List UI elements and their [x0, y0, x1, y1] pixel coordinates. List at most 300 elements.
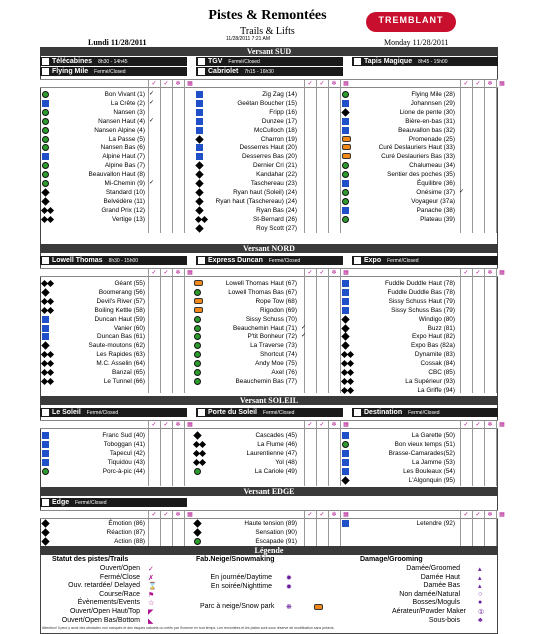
trail-name: Charron (19): [260, 135, 297, 143]
trail-row[interactable]: [42, 108, 145, 117]
trail-row[interactable]: [342, 350, 455, 359]
legend-status-icon: ◤: [148, 609, 154, 616]
blue-square-icon: [42, 459, 49, 466]
grid-line: [472, 88, 473, 233]
trail-name: Beauchemin Bas (77): [235, 377, 297, 385]
legend-grooming: Damée Haut: [420, 573, 460, 581]
trail-row[interactable]: [194, 449, 297, 458]
black-diamond-icon: [341, 342, 349, 350]
trail-row[interactable]: [42, 306, 145, 315]
double-black-diamond-icon: [342, 369, 354, 376]
trail-name: Lowell Thomas Haut (67): [225, 280, 297, 287]
trail-name: St-Bernard (26): [252, 215, 297, 223]
trail-row[interactable]: [194, 359, 297, 368]
trail-row[interactable]: [194, 279, 297, 288]
trail-row[interactable]: [342, 332, 455, 341]
trail-row[interactable]: [194, 458, 297, 467]
green-circle-icon: [194, 316, 201, 323]
trail-row[interactable]: [342, 135, 455, 144]
lift-duncan[interactable]: [196, 256, 343, 265]
trail-row[interactable]: [194, 350, 297, 359]
black-diamond-icon: [41, 537, 49, 545]
trail-name: Les Rapides (63): [96, 351, 145, 359]
legend-trail-status: Course/Race: [99, 590, 140, 598]
trail-row[interactable]: [194, 368, 297, 377]
trail-name: Nansen Haut (4): [98, 117, 145, 125]
trail-row[interactable]: [196, 108, 297, 117]
groomed-check-icon: ✓: [459, 188, 465, 195]
lift-expo[interactable]: [352, 256, 498, 265]
legend-trail-status: Ouvert/Open Bas/Bottom: [61, 616, 140, 624]
trail-name: Shortcut (74): [260, 351, 297, 359]
trail-name: La Supérieur (93): [405, 377, 455, 385]
lift-lesoleil[interactable]: [40, 408, 187, 417]
trail-name: Dynamite (83): [414, 351, 455, 359]
trail-row[interactable]: [342, 279, 455, 288]
column-header-icon: ❄: [484, 421, 495, 429]
blue-square-icon: [42, 333, 49, 340]
legend-trail-status: Fermé/Close: [99, 573, 140, 581]
trail-row[interactable]: [196, 152, 297, 161]
black-diamond-icon: [193, 519, 201, 527]
black-diamond-icon: [195, 135, 203, 143]
groomed-check-icon: ✓: [301, 333, 307, 340]
trail-row[interactable]: [196, 90, 297, 99]
double-black-diamond-icon: [342, 360, 354, 367]
legend-grooming: Sous-bois: [428, 616, 460, 624]
double-black-diamond-icon: [42, 360, 54, 367]
column-header-icon: ✓: [472, 421, 483, 429]
trail-name: Desserres Bas (20): [241, 153, 297, 161]
trail-row[interactable]: [42, 528, 145, 537]
trail-name: Les Bouleaux (54): [403, 467, 455, 475]
trail-name: Zig Zag (14): [262, 91, 297, 98]
trail-row[interactable]: [42, 197, 145, 206]
lift-status: 8h30 - 14h45: [98, 59, 128, 65]
column-header-icon: ❄: [328, 421, 339, 429]
blue-square-icon: [196, 100, 203, 107]
snow-park-icon: [194, 307, 203, 313]
blue-square-icon: [342, 180, 349, 187]
trail-row[interactable]: [194, 332, 297, 341]
trail-row[interactable]: [342, 179, 455, 188]
blue-square-icon: [42, 316, 49, 323]
trail-name: La Traverse (73): [250, 342, 297, 350]
trail-row[interactable]: [194, 288, 297, 297]
trail-row[interactable]: [342, 108, 455, 117]
blue-square-icon: [42, 325, 49, 332]
trail-name: M.C. Asselin (64): [96, 360, 145, 368]
trail-name: Émotion (86): [108, 520, 145, 527]
black-diamond-icon: [41, 288, 49, 296]
grid-line: [460, 429, 461, 486]
trail-name: Escapade (91): [255, 537, 297, 545]
trail-row[interactable]: [194, 519, 297, 528]
trail-row[interactable]: [196, 206, 297, 215]
trail-row[interactable]: [42, 117, 145, 126]
trail-row[interactable]: [42, 288, 145, 297]
column-header-icon: ✓: [160, 421, 171, 429]
grid-line: [496, 518, 497, 546]
trail-row[interactable]: [342, 440, 455, 449]
trail-row[interactable]: [342, 449, 455, 458]
trail-row[interactable]: [194, 324, 297, 333]
grid-line: [328, 429, 329, 486]
column-header-icon: ▦: [184, 80, 195, 88]
trail-row[interactable]: [42, 143, 145, 152]
legend-snowmaking-icon: ✹: [286, 575, 292, 582]
trail-row[interactable]: [196, 99, 297, 108]
grid-line: [304, 88, 305, 233]
grid-line: [460, 518, 461, 546]
trail-row[interactable]: [342, 377, 455, 386]
trail-row[interactable]: [342, 161, 455, 170]
trail-row[interactable]: [196, 179, 297, 188]
green-circle-icon: [342, 216, 349, 223]
lift-name: Le Soleil: [52, 409, 81, 416]
green-circle-icon: [42, 468, 49, 475]
trail-name: Ryan haut (Soleil) (24): [233, 188, 297, 196]
trail-row[interactable]: [42, 332, 145, 341]
black-diamond-icon: [195, 197, 203, 205]
trail-row[interactable]: [42, 458, 145, 467]
column-header-icon: ▦: [184, 269, 195, 277]
grid-line: [304, 429, 305, 486]
trail-name: Fripp (16): [269, 108, 297, 116]
lift-cabriolet[interactable]: [196, 67, 343, 76]
trail-row[interactable]: [342, 359, 455, 368]
trail-row[interactable]: [196, 117, 297, 126]
trail-name: Franc Sud (40): [102, 432, 145, 439]
legend-heading-snowmaking: Fab.Neige/Snowmaking: [196, 556, 275, 563]
double-black-diamond-icon: [196, 216, 208, 223]
blue-square-icon: [342, 127, 349, 134]
grid-line: [172, 277, 173, 393]
column-header-icon: ✓: [460, 511, 471, 519]
lift-status: Fermé/Closed: [408, 410, 440, 416]
grid-line: [148, 429, 149, 486]
column-header-icon: ✓: [316, 269, 327, 277]
trail-row[interactable]: [42, 279, 145, 288]
trail-row[interactable]: [342, 386, 455, 395]
trail-row[interactable]: [342, 306, 455, 315]
lift-name: Destination: [364, 409, 403, 416]
column-header-icon: ❄: [484, 511, 495, 519]
black-diamond-icon: [341, 333, 349, 341]
blue-square-icon: [42, 441, 49, 448]
trail-name: Curé Deslauriers Haut (33): [378, 144, 455, 152]
column-header-icon: ▦: [184, 421, 195, 429]
trail-row[interactable]: [342, 117, 455, 126]
grid-line: [172, 518, 173, 546]
trail-row[interactable]: [42, 152, 145, 161]
column-header-icon: ❄: [172, 269, 183, 277]
trail-row[interactable]: [42, 297, 145, 306]
trail-name: L'Algonquin (95): [408, 476, 455, 484]
legend-status-icon: ✓: [148, 566, 154, 573]
trail-row[interactable]: [42, 135, 145, 144]
trail-row[interactable]: [42, 315, 145, 324]
trail-name: Ryan haut (Taschereau) (24): [215, 197, 297, 205]
trail-row[interactable]: [342, 341, 455, 350]
grid-line: [172, 88, 173, 233]
trail-row[interactable]: [196, 224, 297, 233]
double-black-diamond-icon: [42, 216, 54, 223]
trail-row[interactable]: [42, 359, 145, 368]
trail-row[interactable]: [342, 215, 455, 224]
trail-name: Tiquidou (43): [107, 458, 145, 466]
blue-square-icon: [342, 280, 349, 287]
grid-line: [340, 88, 341, 233]
trail-name: Kandahar (22): [256, 171, 297, 179]
trail-name: Roy Scott (27): [256, 224, 297, 232]
green-circle-icon: [194, 342, 201, 349]
trail-row[interactable]: [42, 341, 145, 350]
trail-row[interactable]: [194, 341, 297, 350]
trail-row[interactable]: [42, 350, 145, 359]
trail-row[interactable]: [342, 206, 455, 215]
lift-edge[interactable]: [40, 498, 187, 507]
trail-name: Curé Deslauriers Bas (33): [381, 153, 455, 161]
lift-status: Fermé/Closed: [263, 410, 295, 416]
blue-square-icon: [42, 450, 49, 457]
blue-square-icon: [196, 109, 203, 116]
trail-row[interactable]: [42, 431, 145, 440]
trail-row[interactable]: [42, 215, 145, 224]
green-circle-icon: [42, 118, 49, 125]
trail-row[interactable]: [342, 170, 455, 179]
legend-snowmaking-icon: ❋: [286, 604, 292, 612]
trail-name: Cascades (45): [255, 432, 297, 439]
lift-destination[interactable]: [352, 408, 498, 417]
trail-row[interactable]: [342, 315, 455, 324]
trail-row[interactable]: [342, 519, 455, 528]
trail-row[interactable]: [196, 197, 297, 206]
column-header-icon: ✓: [160, 269, 171, 277]
legend-grooming: Bosses/Moguls: [412, 599, 460, 607]
trail-row[interactable]: [196, 161, 297, 170]
grid-line: [340, 518, 341, 546]
column-header-icon: ✓: [472, 80, 483, 88]
trail-row[interactable]: [42, 90, 145, 99]
trail-row[interactable]: [342, 368, 455, 377]
trail-row[interactable]: [42, 449, 145, 458]
trail-name: Fuddle Duddle Haut (78): [385, 280, 455, 287]
trail-row[interactable]: [194, 440, 297, 449]
trail-row[interactable]: [42, 179, 145, 188]
double-black-diamond-icon: [42, 378, 54, 385]
groomed-check-icon: ✓: [301, 324, 307, 331]
grid-line: [316, 518, 317, 546]
trail-name: CBC (85): [428, 369, 455, 376]
trail-row[interactable]: [342, 288, 455, 297]
column-header-icon: ❄: [328, 80, 339, 88]
column-header-icon: ❄: [328, 511, 339, 519]
trail-name: Sissy Schuss Bas (79): [391, 306, 455, 314]
legend-grooming-icon: ●: [478, 599, 483, 607]
trail-row[interactable]: [342, 188, 455, 197]
trail-name: Duncan Bas (61): [97, 333, 145, 341]
blue-square-icon: [42, 100, 49, 107]
trail-name: Géant (55): [114, 280, 145, 287]
trail-row[interactable]: [194, 537, 297, 546]
blue-square-icon: [342, 520, 349, 527]
trail-row[interactable]: [42, 188, 145, 197]
trail-row[interactable]: [194, 306, 297, 315]
lift-name: Express Duncan: [208, 257, 263, 264]
trail-name: Le Tunnel (66): [103, 377, 145, 385]
green-circle-icon: [342, 162, 349, 169]
trail-row[interactable]: [196, 126, 297, 135]
column-header-icon: ✓: [304, 80, 315, 88]
grid-line: [160, 88, 161, 233]
trail-row[interactable]: [42, 377, 145, 386]
trail-row[interactable]: [194, 528, 297, 537]
column-header-icon: ✓: [316, 421, 327, 429]
green-circle-icon: [194, 351, 201, 358]
trail-row[interactable]: [194, 315, 297, 324]
trail-row[interactable]: [342, 90, 455, 99]
lift-porte[interactable]: [196, 408, 343, 417]
trail-row[interactable]: [342, 143, 455, 152]
lift-name: Cabriolet: [208, 68, 239, 75]
trail-row[interactable]: [42, 99, 145, 108]
trail-row[interactable]: [196, 135, 297, 144]
snow-park-icon: [342, 144, 351, 150]
green-circle-icon: [194, 333, 201, 340]
trail-name: Mi-Chemin (9): [104, 180, 145, 187]
lift-icon: [42, 257, 49, 264]
legend-grooming: Non damée/Natural: [399, 590, 460, 598]
trail-row[interactable]: [196, 188, 297, 197]
lift-status: Fermé/Closed: [387, 258, 419, 264]
trail-name: Équilibre (36): [416, 180, 455, 187]
double-black-diamond-icon: [194, 441, 206, 448]
trail-name: La Passe (5): [108, 135, 145, 143]
trail-name: Duncan Haut (59): [94, 315, 145, 323]
lift-name: Tapis Magique: [364, 58, 413, 65]
grid-line: [160, 518, 161, 546]
trail-row[interactable]: [194, 431, 297, 440]
trail-row[interactable]: [342, 458, 455, 467]
double-black-diamond-icon: [42, 207, 54, 214]
trail-row[interactable]: [342, 324, 455, 333]
trail-name: Rigodon (69): [260, 306, 297, 314]
trail-name: Nansen Alpine (4): [94, 126, 145, 134]
trail-row[interactable]: [196, 170, 297, 179]
section-nord: Versant NORD: [40, 244, 498, 253]
lift-icon: [354, 257, 361, 264]
column-header-icon: ✓: [160, 511, 171, 519]
column-header-icon: ✓: [148, 511, 159, 519]
grid-line: [184, 429, 185, 486]
lift-status: 8h45 - 15h00: [418, 59, 448, 65]
lift-lowell[interactable]: [40, 256, 187, 265]
lift-status: 8h30 - 15h00: [108, 258, 139, 264]
column-header-icon: ❄: [172, 421, 183, 429]
grid-line: [496, 429, 497, 486]
column-header-icon: ❄: [484, 269, 495, 277]
trail-row[interactable]: [42, 206, 145, 215]
grid-line: [160, 429, 161, 486]
trail-row[interactable]: [42, 519, 145, 528]
legend-grooming: Aérateur/Powder Maker: [392, 608, 466, 615]
column-header-icon: ✓: [472, 269, 483, 277]
lift-tgv[interactable]: [196, 57, 343, 66]
double-black-diamond-icon: [194, 459, 206, 466]
trail-row[interactable]: [194, 297, 297, 306]
trail-name: Sissy Schuss (70): [245, 315, 297, 323]
trail-row[interactable]: [342, 476, 455, 485]
trail-row[interactable]: [42, 324, 145, 333]
black-diamond-icon: [41, 197, 49, 205]
black-diamond-icon: [341, 324, 349, 332]
page-subtitle: Trails & Lifts: [240, 26, 295, 37]
blue-square-icon: [342, 118, 349, 125]
trail-row[interactable]: [342, 467, 455, 476]
trail-name: Bon vieux temps (51): [394, 440, 455, 448]
trail-row[interactable]: [196, 143, 297, 152]
legend-grooming-icon: ▴: [478, 574, 482, 582]
trail-row[interactable]: [42, 170, 145, 179]
green-circle-icon: [342, 189, 349, 196]
trail-name: Axel (76): [271, 369, 297, 376]
black-diamond-icon: [195, 179, 203, 187]
trail-row[interactable]: [342, 197, 455, 206]
lift-icon: [198, 58, 205, 65]
trail-row[interactable]: [194, 377, 297, 386]
trail-row[interactable]: [342, 152, 455, 161]
trail-row[interactable]: [42, 368, 145, 377]
section-sud: Versant SUD: [40, 47, 498, 56]
trail-row[interactable]: [342, 297, 455, 306]
grid-line: [316, 277, 317, 393]
black-diamond-icon: [41, 528, 49, 536]
trail-name: Promenade (25): [408, 135, 455, 143]
lift-telecabines[interactable]: [40, 57, 187, 66]
double-black-diamond-icon: [194, 450, 206, 457]
legend-trail-status: Ouvert/Open: [99, 565, 140, 572]
trail-name: Panache (38): [416, 206, 455, 214]
column-header-icon: ▦: [184, 511, 195, 519]
trail-row[interactable]: [42, 126, 145, 135]
trail-row[interactable]: [196, 215, 297, 224]
trail-name: McCulloch (18): [254, 126, 297, 134]
trail-row[interactable]: [194, 467, 297, 476]
trail-row[interactable]: [342, 126, 455, 135]
column-header-row: [40, 268, 505, 277]
trail-row[interactable]: [342, 99, 455, 108]
legend-snowmaking-icon: ✹: [286, 583, 292, 591]
blue-square-icon: [342, 468, 349, 475]
trail-name: Onésime (37): [416, 188, 455, 196]
tremblant-logo[interactable]: TREMBLANT: [366, 12, 456, 32]
date-en: Monday 11/28/2011: [384, 38, 449, 47]
legend-grooming: Damée/Groomed: [406, 565, 460, 572]
lift-flyingmile[interactable]: [40, 67, 187, 76]
trail-row[interactable]: [42, 467, 145, 476]
lift-tapis[interactable]: [352, 57, 498, 66]
trail-row[interactable]: [342, 431, 455, 440]
grid-line: [148, 88, 149, 233]
trail-name: Fuddle Duddle Bas (78): [387, 288, 455, 296]
trail-row[interactable]: [42, 161, 145, 170]
trail-row[interactable]: [42, 537, 145, 546]
trail-name: Nansen Bas (6): [100, 144, 145, 152]
trail-name: Windigo (80): [418, 315, 455, 323]
green-circle-icon: [42, 91, 49, 98]
trail-row[interactable]: [42, 440, 145, 449]
